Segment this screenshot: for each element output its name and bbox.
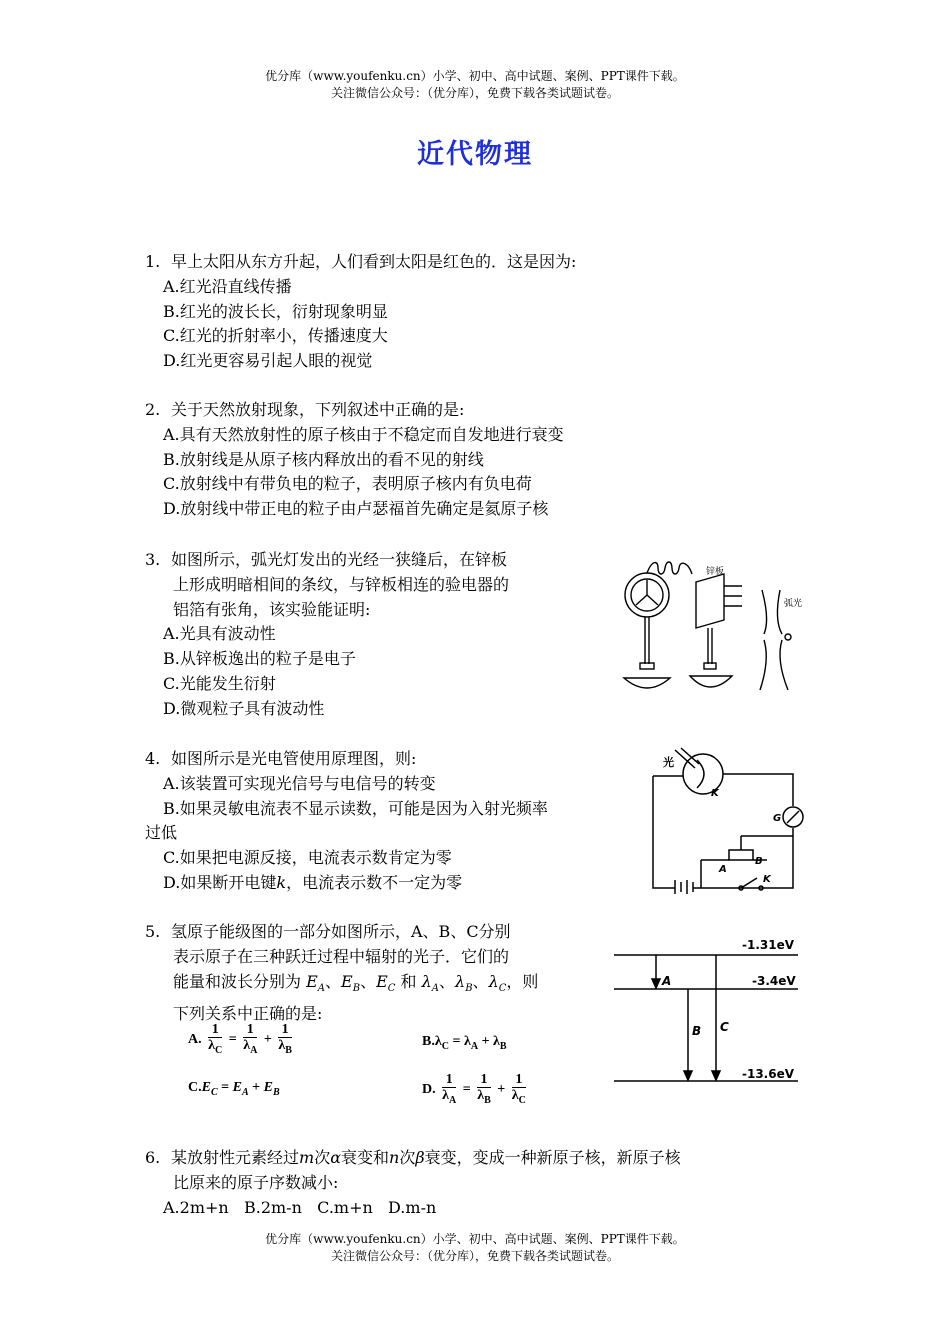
q5-option-d: D. $\frac{1}{\lambda_A}$ = $\frac{1}{\lambda_B}$ + $\frac{1}{\lambda_C}$ [422,1072,526,1106]
page-title: 近代物理 [417,139,533,170]
energy-level-diagram [612,935,804,1087]
q4-option-c: C.如果把电源反接，电流表示数肯定为零 [163,848,452,868]
q4-option-a: A.该装置可实现光信号与电信号的转变 [163,773,436,793]
footer-line-2: 关注微信公众号：（优分库），免费下载各类试题试卷。 [330,1249,619,1263]
q3-option-d: D.微观粒子具有波动性 [163,698,325,718]
page-footer [0,1231,950,1265]
phototube-circuit-figure [645,746,805,894]
cathode-label: K [711,788,719,799]
question-1: 1. 早上太阳从东方升起，人们看到太阳是红色的．这是因为: A.红光沿直线传播 B.红光的波长长，衍射现象明显 C.红光的折射率小，传播速度大 D.红光更容易引起人眼的视觉 [145,250,576,374]
level-label-2: -3.4eV [752,974,796,988]
photoelectric-diffraction-figure [612,560,812,700]
q1-option-a: A.红光沿直线传播 [163,276,292,296]
q4-option-b: B.如果灵敏电流表不显示读数，可能是因为入射光频率 [163,798,548,818]
arc-light-label: 弧光 [784,599,803,609]
header-line-1: 优分库（www.youfenku.cn）小学、初中、高中试题、案例、PPT课件下载。 [265,69,685,83]
q2-option-c: C.放射线中有带负电的粒子，表明原子核内有负电荷 [163,474,532,494]
question-6: 6. 某放射性元素经过m次α衰变和n次β衰变，变成一种新原子核，新原子核 比原来的原子序数减小: A.2m+n B.2m-n C.m+n D.m-n [145,1146,681,1220]
q2-stem: 关于天然放射现象，下列叙述中正确的是: [171,400,465,419]
switch-label: K [763,874,771,885]
q6-options [145,1196,681,1221]
q1-option-c: C.红光的折射率小，传播速度大 [163,326,388,346]
q3-stem-line-1: 如图所示，弧光灯发出的光经一狭缝后，在锌板 [171,550,508,569]
q2-option-d: D.放射线中带正电的粒子由卢瑟福首先确定是氦原子核 [163,499,549,519]
q3-option-a: A.光具有波动性 [163,624,276,644]
footer-line-1: 优分库（www.youfenku.cn）小学、初中、高中试题、案例、PPT课件下载。 [265,1232,685,1246]
q3-option-b: B.从锌板逸出的粒子是电子 [163,649,356,669]
rheostat-icon [729,850,753,860]
transition-b-label: B [692,1024,702,1038]
question-3: 3. 如图所示，弧光灯发出的光经一狭缝后，在锌板 上形成明暗相间的条纹，与锌板相连的验电器的 铝箔有张角，该实验能证明: A.光具有波动性 B.从锌板逸出的粒子是电子 C.光能发生衍射 D.微观粒子具有波动性 [145,548,509,722]
q6-stem-line-2: 比原来的原子序数减小: [173,1172,339,1192]
galvanometer-label: G [773,813,782,824]
rheostat-b-label: B [755,856,763,867]
q2-option-a: A.具有天然放射性的原子核由于不稳定而自发地进行衰变 [163,424,564,444]
transition-c-label: C [720,1020,729,1034]
q4-stem: 如图所示是光电管使用原理图，则: [171,749,417,768]
q6-option-c: C.m+n [317,1197,373,1217]
q5-stem-line-4: 下列关系中正确的是: [173,1003,323,1023]
question-2: 2. 关于天然放射现象，下列叙述中正确的是: A.具有天然放射性的原子核由于不稳定而自发地进行衰变 B.放射线是从原子核内释放出的看不见的射线 C.放射线中有带负电的粒子，表明原子核内有负电荷 D.放射线中带正电的粒子由卢瑟福首先确定是氦原子核 [145,398,564,522]
q5-option-b: $B.\lambda_C = \lambda_A + \lambda_B$ [422,1034,507,1052]
q1-stem: 早上太阳从东方升起，人们看到太阳是红色的．这是因为: [171,252,577,271]
light-label: 光 [663,756,674,769]
q4-option-d: D.如果断开电键k，电流表示数不一定为零 [163,872,463,892]
q4-option-b-continued: 过低 [145,823,178,843]
question-4: 4. 如图所示是光电管使用原理图，则: A.该装置可实现光信号与电信号的转变 B.如果灵敏电流表不显示读数，可能是因为入射光频率 过低 C.如果把电源反接，电流表示数肯定为零 D.如果断开电键k，电流表示数不一定为零 [145,747,548,896]
question-5: 5. 氢原子能级图的一部分如图所示，A、B、C分别 表示原子在三种跃迁过程中辐射的光子．它们的 能量和波长分别为 $E_A$、$E_B$、$E_C$ 和 $\lambda_A$、$\lambda_B$、$\lambda_C$，则 下列关系中正确的是: [145,920,538,1026]
q1-option-b: B.红光的波长长，衍射现象明显 [163,301,388,321]
transition-a-label: A [662,974,672,988]
q2-option-b: B.放射线是从原子核内释放出的看不见的射线 [163,449,484,469]
level-label-3: -13.6eV [742,1067,795,1081]
q5-stem-line-2: 表示原子在三种跃迁过程中辐射的光子．它们的 [173,946,510,966]
level-label-1: -1.31eV [742,938,795,952]
page-header-top [0,68,950,102]
zinc-plate-label: 锌板 [706,567,725,577]
rheostat-a-label: A [719,864,727,875]
q5-stem-line-3: 能量和波长分别为 $E_A$、$E_B$、$E_C$ 和 $\lambda_A$、$\lambda_B$、$\lambda_C$，则 [173,971,539,994]
q6-option-a: A.2m+n [163,1197,229,1217]
q5-option-a: A. $\frac{1}{\lambda_C}$ = $\frac{1}{\lambda_A}$ + $\frac{1}{\lambda_B}$ [188,1022,292,1056]
q3-option-c: C.光能发生衍射 [163,673,276,693]
header-line-2: 关注微信公众号：（优分库），免费下载各类试题试卷。 [330,86,619,100]
q3-stem-line-2: 上形成明暗相间的条纹，与锌板相连的验电器的 [173,574,510,594]
q1-option-d: D.红光更容易引起人眼的视觉 [163,351,373,371]
q6-option-d: D.m-n [388,1197,437,1217]
q5-option-c: $C.E_C = E_A + E_B$ [188,1080,280,1098]
q5-stem-line-1: 氢原子能级图的一部分如图所示，A、B、C分别 [171,922,511,941]
q6-option-b: B.2m-n [243,1197,302,1217]
q3-stem-line-3: 铝箔有张角，该实验能证明: [173,599,371,619]
